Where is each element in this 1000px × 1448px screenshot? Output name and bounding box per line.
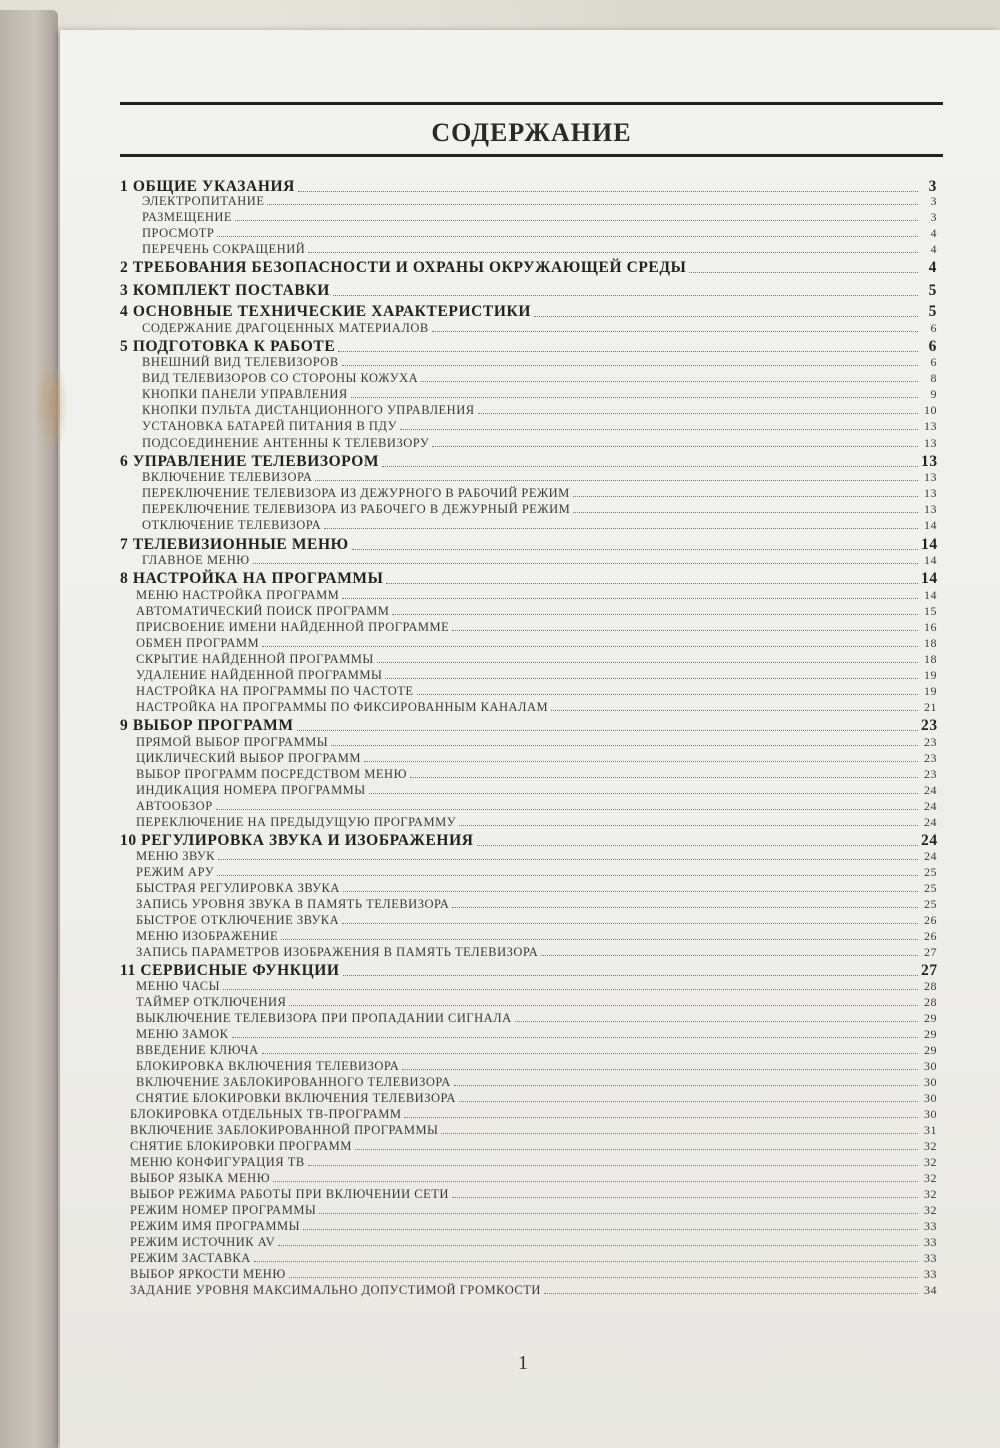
toc-entry-label: ВЫБОР ЯРКОСТИ МЕНЮ — [130, 1267, 286, 1281]
toc-entry-label: ВЫБОР РЕЖИМА РАБОТЫ ПРИ ВКЛЮЧЕНИИ СЕТИ — [130, 1187, 449, 1201]
dot-leader — [217, 875, 918, 876]
toc-entry-page: 6 — [928, 338, 937, 355]
toc-subsection — [142, 321, 937, 336]
toc-entry-page: 5 — [928, 282, 937, 299]
toc-entry-label: 8 НАСТРОЙКА НА ПРОГРАММЫ — [120, 570, 384, 587]
toc-entry-page: 9 — [930, 387, 937, 401]
toc-entry-page: 25 — [924, 881, 937, 895]
toc-entry-page: 13 — [924, 502, 937, 516]
toc-entry-page: 33 — [924, 1235, 937, 1249]
toc-entry-page: 32 — [924, 1171, 937, 1185]
dot-leader — [342, 365, 918, 366]
toc-entry-label: НАСТРОЙКА НА ПРОГРАММЫ ПО ФИКСИРОВАННЫМ КАНАЛАМ — [136, 700, 549, 714]
dot-leader — [235, 220, 918, 221]
dot-leader — [342, 923, 918, 924]
toc-entry-page: 30 — [924, 1059, 937, 1073]
toc-subsection — [136, 995, 937, 1010]
toc-entry-label: СНЯТИЕ БЛОКИРОВКИ ВКЛЮЧЕНИЯ ТЕЛЕВИЗОРА — [136, 1091, 456, 1105]
toc-entry-page: 3 — [928, 178, 937, 195]
toc-entry-page: 32 — [924, 1203, 937, 1217]
dot-leader — [477, 845, 918, 846]
toc-entry-label: ВЫБОР ПРОГРАММ ПОСРЕДСТВОМ МЕНЮ — [136, 767, 407, 781]
toc-entry-label: 2 ТРЕБОВАНИЯ БЕЗОПАСНОСТИ И ОХРАНЫ ОКРУЖАЮЩЕЙ СРЕДЫ — [120, 259, 687, 276]
toc-entry-page: 14 — [924, 588, 937, 602]
toc-entry-label: 3 КОМПЛЕКТ ПОСТАВКИ — [120, 282, 330, 299]
toc-entry-page: 32 — [924, 1187, 937, 1201]
toc-entry-page: 5 — [928, 303, 937, 320]
dot-leader — [331, 745, 918, 746]
toc-entry-page: 3 — [930, 194, 937, 208]
toc-entry-label: ВИД ТЕЛЕВИЗОРОВ СО СТОРОНЫ КОЖУХА — [142, 371, 419, 385]
toc-section — [120, 717, 937, 735]
toc-entry-label: РЕЖИМ АРУ — [136, 865, 215, 879]
toc-entry-label: 11 СЕРВИСНЫЕ ФУНКЦИИ — [120, 962, 340, 979]
toc-entry-page: 33 — [924, 1251, 937, 1265]
toc-subsection — [142, 553, 937, 568]
dot-leader — [262, 646, 918, 647]
toc-entry-label: 1 ОБЩИЕ УКАЗАНИЯ — [120, 178, 295, 195]
dot-leader — [351, 397, 918, 398]
page-number: 1 — [518, 1352, 528, 1374]
toc-entry-label: МЕНЮ ЗАМОК — [136, 1027, 229, 1041]
toc-entry-page: 4 — [928, 259, 937, 276]
toc-subsection — [142, 502, 937, 517]
toc-entry-label: 7 ТЕЛЕВИЗИОННЫЕ МЕНЮ — [120, 536, 349, 553]
dot-leader — [573, 512, 918, 513]
dot-leader — [223, 989, 918, 990]
toc-entry-label: ПРЯМОЙ ВЫБОР ПРОГРАММЫ — [136, 735, 329, 749]
toc-entry-label: БЫСТРАЯ РЕГУЛИРОВКА ЗВУКА — [136, 881, 340, 895]
dot-leader — [315, 480, 918, 481]
toc-subsection — [136, 881, 937, 896]
toc-subsection — [136, 913, 937, 928]
dot-leader — [400, 429, 918, 430]
toc-entry-page: 24 — [921, 832, 938, 849]
toc-entry-label: ЗАПИСЬ ПАРАМЕТРОВ ИЗОБРАЖЕНИЯ В ПАМЯТЬ ТЕЛЕВИЗОРА — [136, 945, 539, 959]
toc-subsection — [136, 865, 937, 880]
toc-subsection — [136, 1043, 937, 1058]
toc-subsection — [136, 979, 937, 994]
toc-entry-label: КНОПКИ ПАНЕЛИ УПРАВЛЕНИЯ — [142, 387, 348, 401]
dot-leader — [319, 1213, 918, 1214]
toc-entry-label: ЗАПИСЬ УРОВНЯ ЗВУКА В ПАМЯТЬ ТЕЛЕВИЗОРА — [136, 897, 450, 911]
dot-leader — [324, 528, 918, 529]
dot-leader — [551, 710, 918, 711]
toc-entry-page: 13 — [924, 419, 937, 433]
toc-entry-page: 30 — [924, 1075, 937, 1089]
toc-entry-label: ПЕРЕКЛЮЧЕНИЕ ТЕЛЕВИЗОРА ИЗ ДЕЖУРНОГО В РАБОЧИЙ РЕЖИМ — [142, 486, 570, 500]
toc-subsection — [142, 387, 937, 402]
dot-leader — [534, 316, 918, 317]
dot-leader — [459, 1101, 918, 1102]
toc-entry-page: 24 — [924, 799, 937, 813]
toc-subsection — [136, 929, 937, 944]
toc-subsection — [130, 1187, 937, 1202]
toc-entry-label: 5 ПОДГОТОВКА К РАБОТЕ — [120, 338, 336, 355]
toc-subsection — [130, 1219, 937, 1234]
toc-entry-page: 23 — [921, 717, 938, 734]
toc-entry-label: ВЫКЛЮЧЕНИЕ ТЕЛЕВИЗОРА ПРИ ПРОПАДАНИИ СИГНАЛА — [136, 1011, 512, 1025]
toc-entry-page: 24 — [924, 849, 937, 863]
dot-leader — [515, 1021, 918, 1022]
toc-entry-page: 19 — [924, 684, 937, 698]
toc-entry-label: 9 ВЫБОР ПРОГРАММ — [120, 717, 294, 734]
toc-section — [120, 832, 937, 850]
toc-entry-page: 26 — [924, 929, 937, 943]
toc-subsection — [136, 700, 937, 715]
toc-section — [120, 303, 937, 321]
toc-subsection — [130, 1235, 937, 1250]
toc-subsection — [142, 210, 937, 225]
dot-leader — [377, 662, 918, 663]
toc-entry-label: ВВЕДЕНИЕ КЛЮЧА — [136, 1043, 259, 1057]
toc-subsection — [142, 470, 937, 485]
toc-subsection — [136, 1011, 937, 1026]
toc-entry-label: ВНЕШНИЙ ВИД ТЕЛЕВИЗОРОВ — [142, 355, 339, 369]
dot-leader — [385, 678, 918, 679]
toc-subsection — [136, 799, 937, 814]
dot-leader — [303, 1229, 918, 1230]
toc-entry-page: 15 — [924, 604, 937, 618]
dot-leader — [289, 1277, 918, 1278]
dot-leader — [689, 272, 918, 273]
toc-entry-page: 6 — [930, 321, 937, 335]
toc-subsection — [136, 1059, 937, 1074]
toc-entry-page: 25 — [924, 897, 937, 911]
dot-leader — [333, 295, 918, 296]
dot-leader — [343, 891, 918, 892]
toc-entry-label: 4 ОСНОВНЫЕ ТЕХНИЧЕСКИЕ ХАРАКТЕРИСТИКИ — [120, 303, 531, 320]
toc-entry-label: 10 РЕГУЛИРОВКА ЗВУКА И ИЗОБРАЖЕНИЯ — [120, 832, 474, 849]
toc-subsection — [136, 945, 937, 960]
dot-leader — [573, 496, 918, 497]
toc-entry-label: ВЫБОР ЯЗЫКА МЕНЮ — [130, 1171, 271, 1185]
dot-leader — [454, 1085, 918, 1086]
toc-entry-page: 28 — [924, 979, 937, 993]
toc-entry-page: 33 — [924, 1267, 937, 1281]
toc-entry-label: МЕНЮ НАСТРОЙКА ПРОГРАММ — [136, 588, 340, 602]
dot-leader — [369, 793, 918, 794]
toc-subsection — [136, 1027, 937, 1042]
toc-section — [120, 282, 937, 300]
toc-subsection — [136, 684, 937, 699]
dot-leader — [452, 1197, 918, 1198]
dot-leader — [432, 446, 918, 447]
dot-leader — [421, 381, 918, 382]
toc-subsection — [136, 751, 937, 766]
toc-subsection — [136, 897, 937, 912]
toc-entry-label: СКРЫТИЕ НАЙДЕННОЙ ПРОГРАММЫ — [136, 652, 374, 666]
toc-subsection — [130, 1283, 937, 1298]
toc-subsection — [136, 588, 937, 603]
toc-entry-page: 34 — [924, 1283, 937, 1297]
toc-entry-label: БЛОКИРОВКА ВКЛЮЧЕНИЯ ТЕЛЕВИЗОРА — [136, 1059, 400, 1073]
dot-leader — [541, 955, 918, 956]
toc-entry-page: 14 — [924, 553, 937, 567]
toc-subsection — [136, 1075, 937, 1090]
dot-leader — [308, 252, 918, 253]
dot-leader — [273, 1181, 918, 1182]
toc-entry-page: 6 — [930, 355, 937, 369]
toc-entry-page: 13 — [924, 486, 937, 500]
toc-entry-page: 24 — [924, 815, 937, 829]
dot-leader — [452, 907, 918, 908]
toc-entry-label: ПЕРЕЧЕНЬ СОКРАЩЕНИЙ — [142, 242, 306, 256]
toc-entry-label: НАСТРОЙКА НА ПРОГРАММЫ ПО ЧАСТОТЕ — [136, 684, 414, 698]
toc-entry-label: УДАЛЕНИЕ НАЙДЕННОЙ ПРОГРАММЫ — [136, 668, 383, 682]
toc-entry-page: 4 — [930, 226, 937, 240]
toc-entry-page: 13 — [924, 470, 937, 484]
dot-leader — [262, 1053, 918, 1054]
toc-entry-page: 18 — [924, 636, 937, 650]
dot-leader — [352, 549, 918, 550]
toc-section — [120, 536, 937, 554]
toc-entry-label: ОБМЕН ПРОГРАММ — [136, 636, 260, 650]
toc-subsection — [130, 1123, 937, 1138]
toc-entry-label: 6 УПРАВЛЕНИЕ ТЕЛЕВИЗОРОМ — [120, 453, 380, 470]
toc-section — [120, 259, 937, 277]
toc-entry-page: 30 — [924, 1107, 937, 1121]
dot-leader — [478, 413, 918, 414]
dot-leader — [364, 761, 918, 762]
toc-section — [120, 962, 937, 980]
toc-entry-page: 29 — [924, 1011, 937, 1025]
toc-subsection — [130, 1107, 937, 1122]
toc-subsection — [142, 242, 937, 257]
toc-subsection — [142, 226, 937, 241]
toc-subsection — [136, 783, 937, 798]
dot-leader — [544, 1293, 918, 1294]
toc-entry-label: ЦИКЛИЧЕСКИЙ ВЫБОР ПРОГРАММ — [136, 751, 361, 765]
dot-leader — [253, 563, 918, 564]
toc-subsection — [136, 636, 937, 651]
dot-leader — [417, 694, 918, 695]
dot-leader — [392, 614, 918, 615]
toc-entry-label: ПЕРЕКЛЮЧЕНИЕ ТЕЛЕВИЗОРА ИЗ РАБОЧЕГО В ДЕЖУРНЫЙ РЕЖИМ — [142, 502, 571, 516]
toc-entry-page: 13 — [921, 453, 938, 470]
toc-entry-label: ПЕРЕКЛЮЧЕНИЕ НА ПРЕДЫДУЩУЮ ПРОГРАММУ — [136, 815, 457, 829]
dot-leader — [404, 1117, 918, 1118]
toc-entry-page: 28 — [924, 995, 937, 1009]
toc-entry-label: ПРОСМОТР — [142, 226, 215, 240]
dot-leader — [217, 236, 918, 237]
dot-leader — [254, 1261, 918, 1262]
dot-leader — [297, 730, 918, 731]
toc-entry-label: ГЛАВНОЕ МЕНЮ — [142, 553, 250, 567]
toc-entry-page: 29 — [924, 1027, 937, 1041]
toc-entry-label: ВКЛЮЧЕНИЕ ЗАБЛОКИРОВАННОГО ТЕЛЕВИЗОРА — [136, 1075, 451, 1089]
dot-leader — [342, 598, 918, 599]
toc-subsection — [130, 1155, 937, 1170]
toc-entry-label: ОТКЛЮЧЕНИЕ ТЕЛЕВИЗОРА — [142, 518, 322, 532]
toc-subsection — [136, 849, 937, 864]
toc-entry-label: МЕНЮ КОНФИГУРАЦИЯ ТВ — [130, 1155, 305, 1169]
toc-subsection — [130, 1251, 937, 1266]
dot-leader — [382, 466, 918, 467]
toc-subsection — [142, 403, 937, 418]
toc-entry-label: СОДЕРЖАНИЕ ДРАГОЦЕННЫХ МАТЕРИАЛОВ — [142, 321, 429, 335]
toc-entry-label: СНЯТИЕ БЛОКИРОВКИ ПРОГРАММ — [130, 1139, 352, 1153]
toc-entry-label: РЕЖИМ ЗАСТАВКА — [130, 1251, 251, 1265]
toc-entry-page: 29 — [924, 1043, 937, 1057]
toc-entry-label: АВТООБЗОР — [136, 799, 213, 813]
toc-subsection — [142, 518, 937, 533]
dot-leader — [298, 191, 918, 192]
toc-entry-page: 23 — [924, 767, 937, 781]
toc-subsection — [142, 419, 937, 434]
toc-entry-label: ТАЙМЕР ОТКЛЮЧЕНИЯ — [136, 995, 287, 1009]
toc-subsection — [136, 620, 937, 635]
toc-subsection — [136, 767, 937, 782]
toc-subsection — [130, 1139, 937, 1154]
dot-leader — [410, 777, 918, 778]
toc-section — [120, 570, 937, 588]
toc-entry-page: 32 — [924, 1139, 937, 1153]
toc-entry-label: ИНДИКАЦИЯ НОМЕРА ПРОГРАММЫ — [136, 783, 366, 797]
dot-leader — [441, 1133, 918, 1134]
toc-subsection — [142, 371, 937, 386]
toc-subsection — [142, 436, 937, 451]
toc-subsection — [136, 604, 937, 619]
toc-entry-page: 21 — [924, 700, 937, 714]
toc-entry-label: МЕНЮ ЗВУК — [136, 849, 216, 863]
toc-entry-page: 31 — [924, 1123, 937, 1137]
toc-entry-page: 8 — [930, 371, 937, 385]
toc-entry-label: ВКЛЮЧЕНИЕ ТЕЛЕВИЗОРА — [142, 470, 313, 484]
toc-entry-label: БЛОКИРОВКА ОТДЕЛЬНЫХ ТВ-ПРОГРАММ — [130, 1107, 402, 1121]
toc-entry-label: УСТАНОВКА БАТАРЕЙ ПИТАНИЯ В ПДУ — [142, 419, 397, 433]
toc-entry-label: МЕНЮ ЧАСЫ — [136, 979, 221, 993]
dot-leader — [218, 859, 918, 860]
toc-entry-label: РЕЖИМ ИМЯ ПРОГРАММЫ — [130, 1219, 301, 1233]
toc-entry-label: ВКЛЮЧЕНИЕ ЗАБЛОКИРОВАННОЙ ПРОГРАММЫ — [130, 1123, 439, 1137]
toc-entry-label: ЭЛЕКТРОПИТАНИЕ — [142, 194, 265, 208]
toc-subsection — [142, 194, 937, 209]
toc-entry-label: РЕЖИМ НОМЕР ПРОГРАММЫ — [130, 1203, 317, 1217]
dot-leader — [402, 1069, 918, 1070]
toc-subsection — [130, 1171, 937, 1186]
toc-subsection — [136, 652, 937, 667]
toc-entry-page: 27 — [924, 945, 937, 959]
toc-entry-page: 13 — [924, 436, 937, 450]
toc-entry-page: 30 — [924, 1091, 937, 1105]
toc-subsection — [136, 668, 937, 683]
toc-entry-label: РАЗМЕЩЕНИЕ — [142, 210, 233, 224]
dot-leader — [216, 809, 918, 810]
toc-entry-label: АВТОМАТИЧЕСКИЙ ПОИСК ПРОГРАММ — [136, 604, 390, 618]
toc-entry-label: ЗАДАНИЕ УРОВНЯ МАКСИМАЛЬНО ДОПУСТИМОЙ ГРОМКОСТИ — [130, 1283, 541, 1297]
page-title: СОДЕРЖАНИЕ — [431, 118, 632, 147]
toc-entry-page: 19 — [924, 668, 937, 682]
toc-entry-page: 33 — [924, 1219, 937, 1233]
dot-leader — [459, 825, 918, 826]
toc-subsection — [136, 815, 937, 830]
toc-entry-label: КНОПКИ ПУЛЬТА ДИСТАНЦИОННОГО УПРАВЛЕНИЯ — [142, 403, 475, 417]
dot-leader — [452, 630, 918, 631]
toc-section — [120, 338, 937, 356]
toc-subsection — [130, 1203, 937, 1218]
toc-entry-page: 4 — [930, 242, 937, 256]
toc-entry-page: 32 — [924, 1155, 937, 1169]
toc-entry-label: РЕЖИМ ИСТОЧНИК AV — [130, 1235, 276, 1249]
toc-section — [120, 453, 937, 471]
toc-entry-page: 16 — [924, 620, 937, 634]
toc-entry-label: БЫСТРОЕ ОТКЛЮЧЕНИЕ ЗВУКА — [136, 913, 340, 927]
toc-entry-page: 26 — [924, 913, 937, 927]
toc-entry-page: 24 — [924, 783, 937, 797]
dot-leader — [278, 1245, 918, 1246]
toc-subsection — [136, 735, 937, 750]
dot-leader — [386, 583, 918, 584]
toc-entry-page: 14 — [921, 570, 938, 587]
toc-subsection — [136, 1091, 937, 1106]
dot-leader — [281, 939, 918, 940]
toc-entry-page: 25 — [924, 865, 937, 879]
dot-leader — [267, 204, 918, 205]
toc-entry-page: 14 — [924, 518, 937, 532]
dot-leader — [308, 1165, 918, 1166]
toc-subsection — [142, 355, 937, 370]
dot-leader — [232, 1037, 918, 1038]
toc-entry-page: 18 — [924, 652, 937, 666]
dot-leader — [355, 1149, 918, 1150]
toc-subsection — [130, 1267, 937, 1282]
toc-entry-label: МЕНЮ ИЗОБРАЖЕНИЕ — [136, 929, 279, 943]
toc-entry-label: ПОДСОЕДИНЕНИЕ АНТЕННЫ К ТЕЛЕВИЗОРУ — [142, 436, 430, 450]
toc-entry-page: 23 — [924, 735, 937, 749]
toc-entry-page: 10 — [924, 403, 937, 417]
toc-entry-label: ПРИСВОЕНИЕ ИМЕНИ НАЙДЕННОЙ ПРОГРАММЕ — [136, 620, 450, 634]
toc-entry-page: 23 — [924, 751, 937, 765]
dot-leader — [432, 331, 918, 332]
toc-entry-page: 3 — [930, 210, 937, 224]
toc-entry-page: 27 — [921, 962, 938, 979]
toc-subsection — [142, 486, 937, 501]
toc-entry-page: 14 — [921, 536, 938, 553]
dot-leader — [289, 1005, 918, 1006]
dot-leader — [338, 351, 918, 352]
dot-leader — [343, 975, 918, 976]
